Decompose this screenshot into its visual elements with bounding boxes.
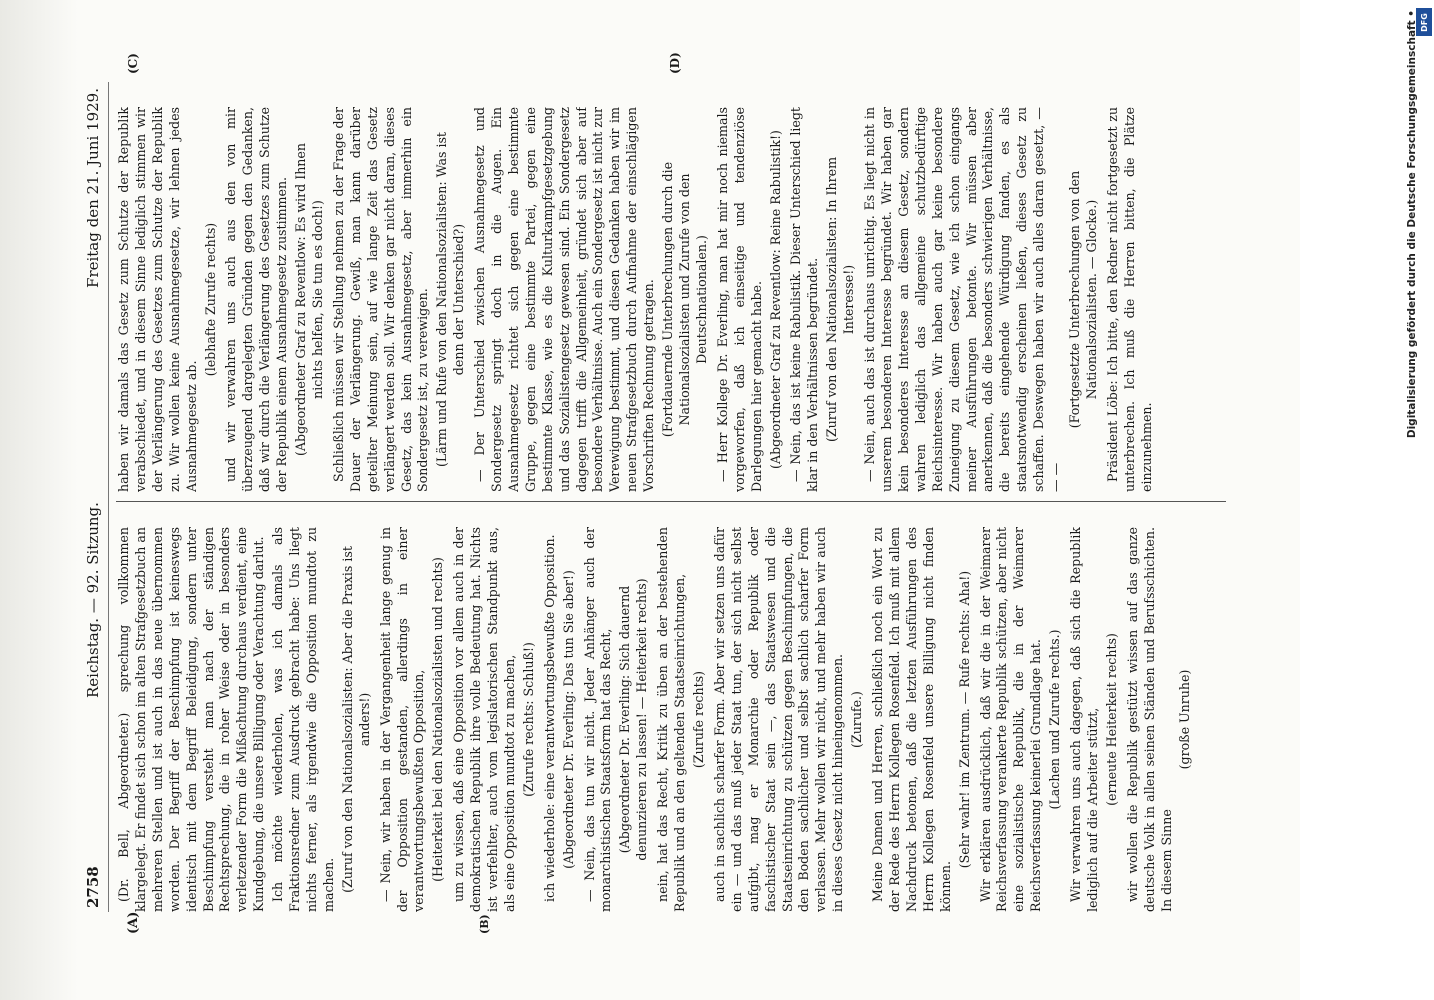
paragraph: um zu wissen, daß eine Opposition vor allem auch in der demokratischen Republik ihre volle Bedeutung hat. Nichts ist verfehlter, auch vom legislatorischen Standpunkt aus, als eine Opposition mundtot zu machen, [451, 527, 517, 912]
paragraph: und wir verwahren uns auch aus den von mir überzeugend dargelegten Gründen gegen den Gedanken, daß wir durch die Verlängerung des Gesetzes zum Schutze der Republik einem Ausnahmegesetz zustimmen. [223, 107, 290, 492]
session-date: Freitag den 21. Juni 1929. [84, 88, 102, 288]
interjection: (Zuruf von den Nationalsozialisten: Aber die Praxis ist anders!) [339, 546, 372, 893]
interjection: (Lachen und Zurufe rechts.) [1047, 629, 1063, 810]
digitization-imprint: Digitalisierung gefördert durch die Deutsche Forschungsgemeinschaft • [1406, 10, 1418, 439]
dfg-logo: DFG [1416, 8, 1432, 36]
paragraph: — Der Unterschied zwischen Ausnahmegesetz und Sondergesetz springt doch in die Augen. Ein Ausnahmegesetz richtet sich gegen eine bestimmte Gruppe, gegen eine bestimmte Partei, gegen eine bestimmte Klasse, wie es die Kulturkampfgesetzgebung und das Sozialistengesetz gewesen sind. Ein Sondergesetz dagegen trifft die Allgemeinheit, gründet sich aber auf besondere Verhältnisse. Auch ein Sondergesetz ist nicht zur Verewigung bestimmt, und diesen Gedanken haben wir im neuen Strafgesetzbuch durch Aufnahme der einschlägigen Vorschriften Rechnung getragen. [472, 107, 657, 492]
interjection: (Abgeordneter Dr. Everling: Sich dauernd denunzieren zu lassen! — Heiterkeit rechts) [617, 578, 650, 861]
interjection: (große Unruhe) [1177, 669, 1193, 770]
margin-marker-d: (D) [668, 52, 682, 74]
paragraph: — Nein, wir haben in der Vergangenheit lange genug in der Opposition gestanden, allerdings in einer verantwortungsbewußten Opposition, [377, 527, 427, 912]
interjection: (Lärm und Rufe von den Nationalsozialisten: Was ist denn der Unterschied?) [434, 132, 467, 468]
margin-marker-b: (B) [478, 914, 491, 934]
paragraph: Schließlich müssen wir Stellung nehmen zu der Frage der Dauer der Verlängerung. Gewiß, man kann darüber geteilter Meinung sein, auf wie lange Zeit das Gesetz verlängert werden soll. Wir denken gar nicht daran, dieses Gesetz, das kein Ausnahmegesetz, aber immerhin ein Sondergesetz ist, zu verewigen. [330, 107, 431, 492]
interjection: (Zurufe.) [849, 691, 865, 748]
paragraph: Wir erklären ausdrücklich, daß wir die in der Weimarer Reichsverfassung verankerte Republik schützen, aber nicht eine sozialistische Republik, die in der Weimarer Reichsverfassung keinerlei Grundlage hat. [977, 527, 1044, 912]
paragraph: ich wiederhole: eine verantwortungsbewußte Opposition. [541, 534, 557, 902]
interjection: (Abgeordneter Graf zu Reventlow: Reine Rabulistik!) [767, 130, 783, 469]
column-divider [116, 501, 1226, 502]
paragraph: — Nein, auch das ist durchaus unrichtig. Es liegt nicht in unserem besonderen Interesse begründet. Wir haben gar kein besonderes Interesse an diesem Gesetz, sondern wahren lediglich das allgemeine schutzbedürftige Reichsinteresse. Wir haben auch gar keine besondere Zuneigung zu diesem Gesetz, wie ich schon eingangs meiner Ausführungen betonte. Wir müssen aber anerkennen, daß die besonders schwierigen Verhältnisse, die bereits eingehende Würdigung fanden, es als staatsnotwendig erscheinen ließen, dieses Gesetz zu schaffen. Deswegen haben wir auch alles daran gesetzt, — — — [862, 107, 1064, 492]
margin-marker-c: (C) [126, 53, 140, 74]
interjection: (Zuruf von den Nationalsozialisten: In Ihrem Interesse!) [824, 156, 857, 443]
paragraph: — Nein, das ist keine Rabulistik. Dieser Unterschied liegt klar in den Verhältnissen begründet. [788, 107, 821, 492]
paragraph: Wir verwahren uns auch dagegen, daß sich die Republik lediglich auf die Arbeiter stützt, [1068, 527, 1100, 912]
interjection: (Zurufe rechts) [691, 670, 706, 769]
header-rule [108, 82, 109, 912]
margin-marker-a: (A) [126, 911, 141, 934]
paragraph: nein, hat das Recht, Kritik zu üben an der bestehenden Republik und an den geltenden Staatseinrichtungen, [655, 527, 688, 912]
interjection: (erneute Heiterkeit rechts) [1103, 633, 1119, 806]
interjection: (Abgeordneter Dr. Everling: Das tun Sie aber!) [560, 570, 576, 869]
right-text-column [116, 107, 1236, 492]
page-header [84, 88, 108, 908]
interjection: (Sehr wahr! im Zentrum. — Rufe rechts: Aha!) [956, 570, 972, 869]
paragraph: haben wir damals das Gesetz zum Schutze der Republik verabschiedet, und in diesem Sinne lediglich stimmen wir der Verlängerung des Gesetzes zum Schutze der Republik zu. Wir wollen keine Ausnahmegesetze, wir lehnen jedes Ausnahmegesetz ab. [116, 107, 199, 492]
page-number: 2758 [84, 866, 102, 908]
interjection: (Zurufe rechts: Schluß!) [520, 642, 536, 797]
paragraph: wir wollen die Republik gestützt wissen auf das ganze deutsche Volk in allen seinen Ständen und Berufsschichten. In diesem Sinne [1124, 527, 1174, 912]
session-title: Reichstag. — 92. Sitzung. [84, 502, 102, 698]
paragraph: — Herr Kollege Dr. Everling, man hat mir noch niemals vorgeworfen, daß ich einseitige und tendenziöse Darlegungen hier gemacht habe. [714, 107, 764, 492]
paragraph: (Dr. Bell, Abgeordneter.) sprechung vollkommen klargelegt. Er findet sich schon im alten Strafgesetzbuch an mehreren Stellen und ist auch in das neue übernommen worden. Der Begriff der Beschimpfung ist keineswegs identisch mit dem Begriff Beleidigung, sondern unter Beschimpfung versteht man nach der ständigen Rechtsprechung, die in roher Weise oder in besonders verletzender Form die Mißachtung durchaus verdient, eine Kundgebung, die unsere Billigung oder Verachtung darlut. [116, 527, 267, 912]
paragraph: Präsident Löbe: Ich bitte, den Redner nicht fortgesetzt zu unterbrechen. Ich muß die Herren bitten, die Plätze einzunehmen. [1104, 107, 1154, 492]
interjection: (Heiterkeit bei den Nationalsozialisten und rechts) [430, 557, 446, 882]
interjection: (Fortgesetzte Unterbrechungen von den Nationalsozialisten. — Glocke.) [1066, 170, 1099, 429]
interjection: (Abgeordneter Graf zu Reventlow: Es wird Ihnen nichts helfen, Sie tun es doch!) [293, 143, 325, 456]
left-text-column [116, 527, 1236, 912]
paragraph: — Nein, das tun wir nicht. Jeder Anhänger auch der monarchistischen Staatsform hat das Recht, [581, 527, 614, 912]
interjection: (lebhafte Zurufe rechts) [202, 222, 218, 377]
scan-edge-shading [0, 0, 78, 1000]
paragraph: Meine Damen und Herren, schließlich noch ein Wort zu der Rede des Herrn Kollegen Rosenfeld. Ich muß mit allem Nachdruck betonen, daß die letzten Ausführungen des Herrn Kollegen Rosenfeld unsere Billigung nicht finden können. [870, 527, 953, 912]
interjection: (Fortdauernde Unterbrechungen durch die Nationalsozialisten und Zurufe von den Deutschnationalen.) [660, 161, 709, 438]
paragraph: auch in sachlich scharfer Form. Aber wir setzen uns dafür ein — und das muß jeder Staat tun, der sich nicht selbst aufgibt, mag er Monarchie oder Republik oder faschistischer Staat sein —, das Staatswesen und die Staatseinrichtung zu schützen gegen Beschimpfungen, die den Boden sachlicher und selbst sachlich scharfer Form verlassen. Mehr wollen wir nicht, und mehr haben wir auch in dieses Gesetz nicht hineingenommen. [711, 527, 846, 912]
paragraph: Ich möchte wiederholen, was ich damals als Fraktionsredner zum Ausdruck gebracht habe: Uns liegt nichts ferner, als irgendwie die Opposition mundtot zu machen. [270, 527, 336, 912]
